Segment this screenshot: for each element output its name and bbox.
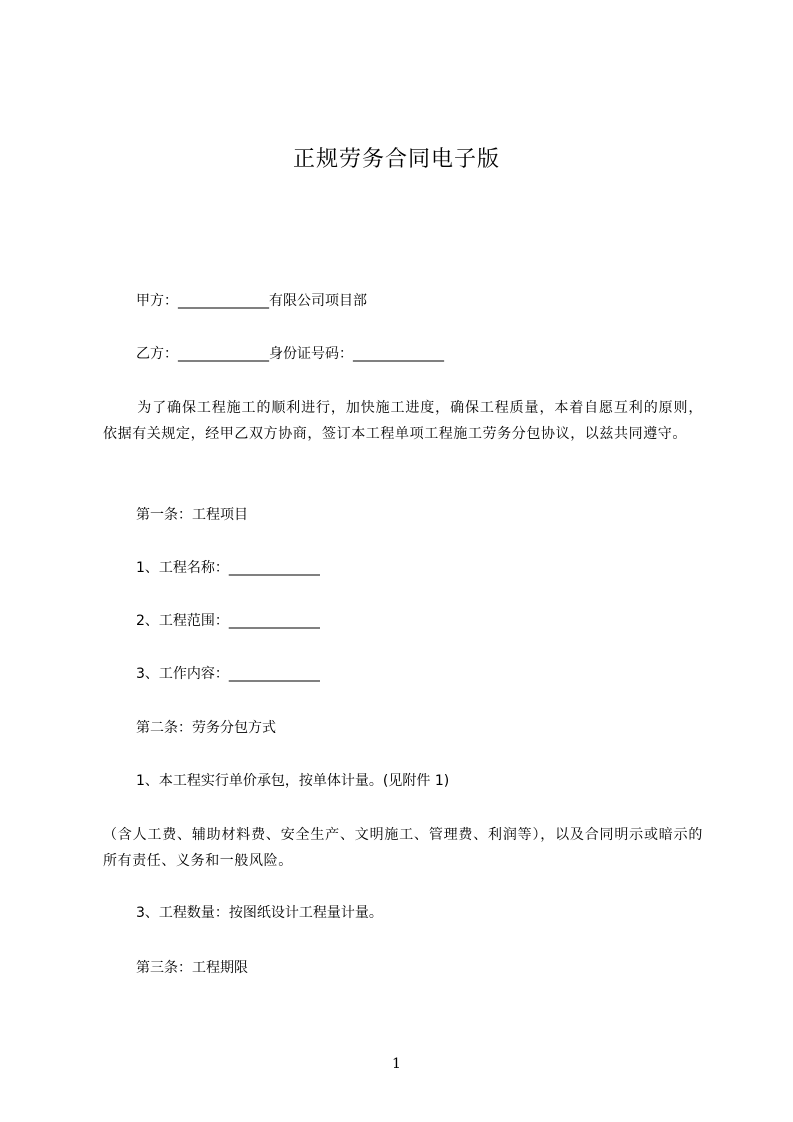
document-title: 正规劳务合同电子版 (292, 147, 500, 172)
contract-method-item-1: 1、本工程实行单价承包，按单体计量。(见附件 1) (136, 773, 450, 789)
intro-text: 为了确保工程施工的顺利进行，加快施工进度，确保工程质量，本着自愿互利的原则，依据有关规定，经甲乙双方协商，签订本工程单项工程施工劳务分包协议，以兹共同遵守。 (103, 400, 703, 442)
project-scope-line: 2、工程范围：_____________ (136, 613, 320, 629)
article-2-heading: 第二条：劳务分包方式 (136, 720, 276, 736)
cost-note-paragraph: （含人工费、辅助材料费、安全生产、文明施工、管理费、利润等），以及合同明示或暗示的所有责任、义务和一般风险。 (103, 827, 703, 869)
project-name-line: 1、工程名称：_____________ (136, 560, 320, 576)
article-1-heading: 第一条：工程项目 (136, 507, 248, 523)
quantity-item-3: 3、工程数量：按图纸设计工程量计量。 (136, 905, 383, 921)
page-number: 1 (392, 1056, 401, 1072)
article-3-heading: 第三条：工程期限 (136, 960, 248, 976)
party-b-line: 乙方：_____________身份证号码：_____________ (136, 346, 444, 362)
work-content-line: 3、工作内容：_____________ (136, 666, 320, 682)
party-a-line: 甲方：_____________有限公司项目部 (136, 293, 367, 309)
intro-paragraph (103, 395, 703, 447)
